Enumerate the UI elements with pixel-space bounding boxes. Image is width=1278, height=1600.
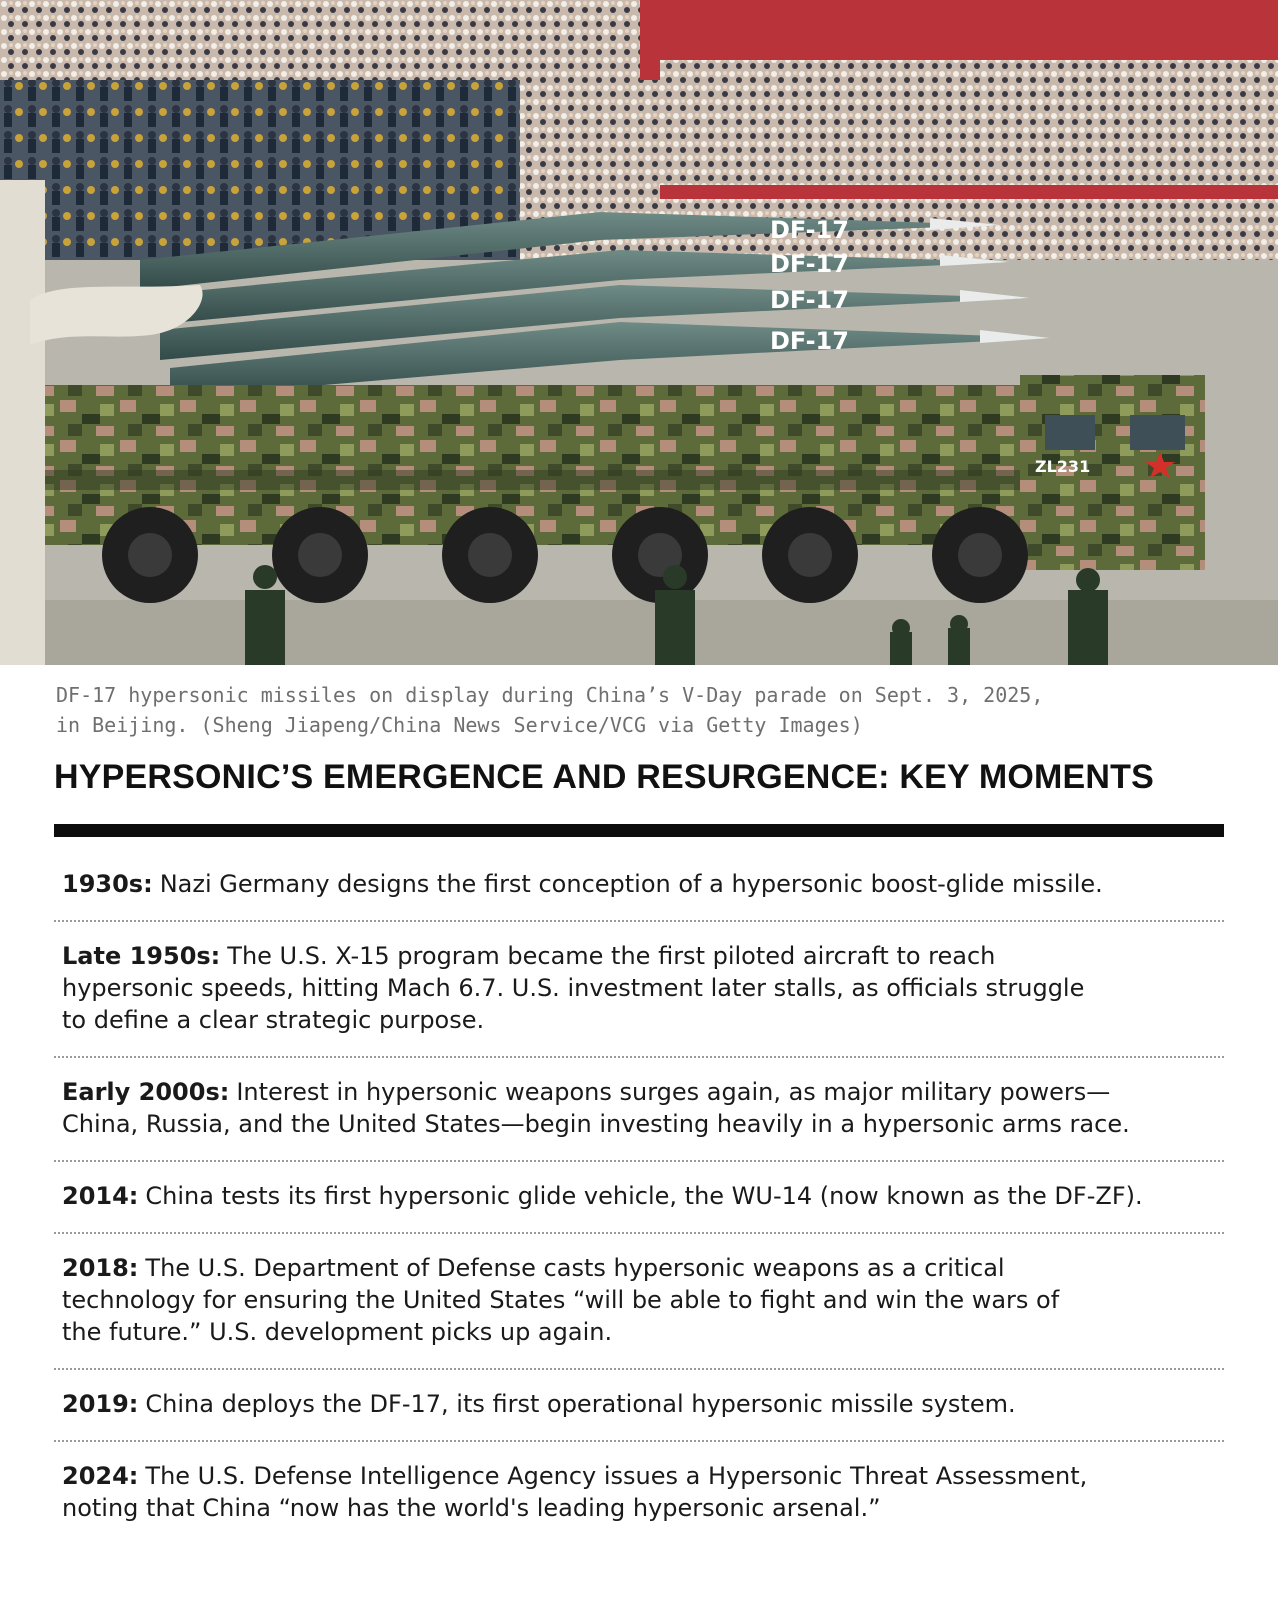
entry-text: The U.S. X-15 program became the first piloted aircraft to reach xyxy=(227,942,996,970)
timeline-list xyxy=(54,858,1224,1538)
timeline-entry-late-1950s xyxy=(54,930,1224,1050)
timeline-entry-1930s xyxy=(54,858,1224,914)
entry-text: hypersonic speeds, hitting Mach 6.7. U.S. investment later stalls, as officials struggle xyxy=(62,974,1085,1002)
caption-line: DF-17 hypersonic missiles on display during China’s V-Day parade on Sept. 3, 2025, xyxy=(56,683,1044,707)
dotted-divider xyxy=(54,1232,1224,1234)
entry-text: to define a clear strategic purpose. xyxy=(62,1006,485,1034)
timeline-entry-early-2000s xyxy=(54,1066,1224,1154)
timeline-entry-2014 xyxy=(54,1170,1224,1226)
entry-label: Late 1950s: xyxy=(62,942,221,970)
missile-label: DF-17 xyxy=(770,216,849,244)
entry-text: Nazi Germany designs the first conception of a hypersonic boost-glide missile. xyxy=(159,870,1103,898)
entry-text: The U.S. Defense Intelligence Agency issues a Hypersonic Threat Assessment, xyxy=(145,1462,1088,1490)
entry-text: China deploys the DF-17, its first operational hypersonic missile system. xyxy=(145,1390,1016,1418)
headline-rule xyxy=(54,824,1224,837)
dotted-divider xyxy=(54,1440,1224,1442)
dotted-divider xyxy=(54,1368,1224,1370)
photo-caption xyxy=(56,680,1216,740)
timeline-entry-2019 xyxy=(54,1378,1224,1434)
truck-plate: ZL231 xyxy=(1035,457,1091,476)
entry-label: 2024: xyxy=(62,1462,139,1490)
dotted-divider xyxy=(54,1160,1224,1162)
entry-text: China, Russia, and the United States—begin investing heavily in a hypersonic arms race. xyxy=(62,1110,1130,1138)
timeline-entry-2018 xyxy=(54,1242,1224,1362)
section-headline: HYPERSONIC’S EMERGENCE AND RESURGENCE: KEY MOMENTS xyxy=(54,758,1155,796)
entry-label: 1930s: xyxy=(62,870,153,898)
missile-label: DF-17 xyxy=(770,327,849,355)
entry-label: 2014: xyxy=(62,1182,139,1210)
missile-label: DF-17 xyxy=(770,250,849,278)
entry-text: technology for ensuring the United States “will be able to fight and win the wars of xyxy=(62,1286,1060,1314)
caption-line: in Beijing. (Sheng Jiapeng/China News Service/VCG via Getty Images) xyxy=(56,713,863,737)
entry-text: Interest in hypersonic weapons surges again, as major military powers— xyxy=(236,1078,1111,1106)
entry-text: noting that China “now has the world's leading hypersonic arsenal.” xyxy=(62,1494,881,1522)
dotted-divider xyxy=(54,1056,1224,1058)
entry-label: 2019: xyxy=(62,1390,139,1418)
timeline-entry-2024 xyxy=(54,1450,1224,1538)
entry-text: China tests its first hypersonic glide vehicle, the WU-14 (now known as the DF-ZF). xyxy=(145,1182,1143,1210)
entry-text: The U.S. Department of Defense casts hypersonic weapons as a critical xyxy=(145,1254,1005,1282)
entry-label: Early 2000s: xyxy=(62,1078,230,1106)
entry-label: 2018: xyxy=(62,1254,139,1282)
missile-label: DF-17 xyxy=(770,286,849,314)
parade-photo xyxy=(0,0,1278,665)
entry-text: the future.” U.S. development picks up again. xyxy=(62,1318,613,1346)
dotted-divider xyxy=(54,920,1224,922)
